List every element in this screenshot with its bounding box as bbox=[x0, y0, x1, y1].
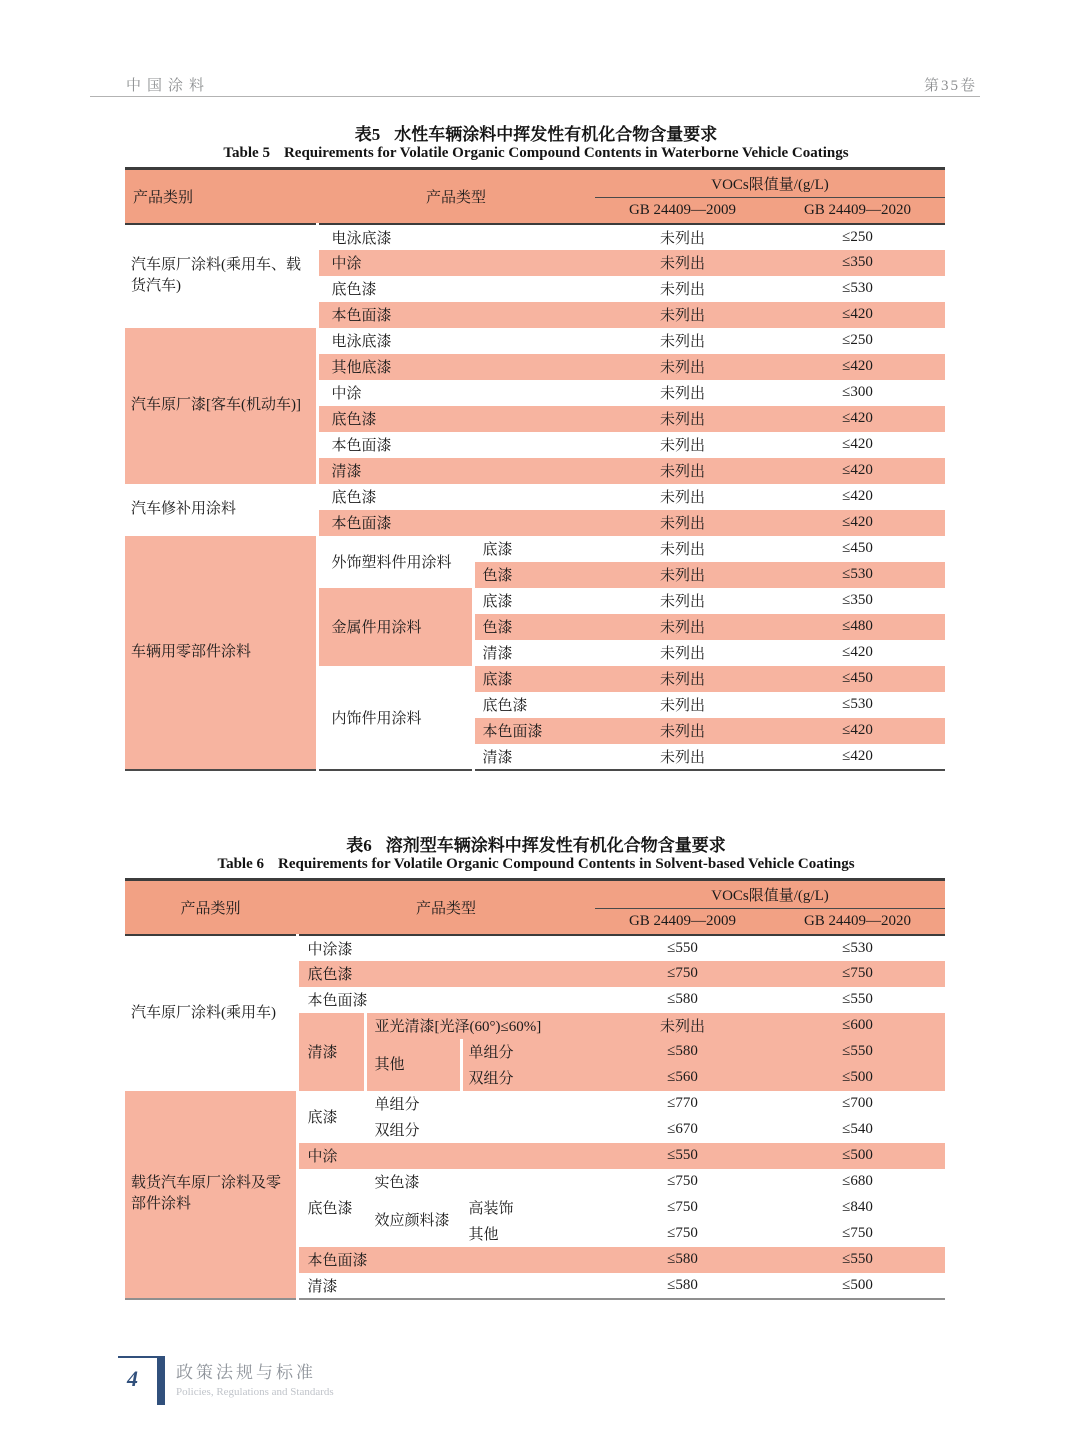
value-cell: ≤670 bbox=[595, 1117, 770, 1143]
subtype-cell: 其他 bbox=[365, 1039, 461, 1091]
value-cell: ≤350 bbox=[770, 250, 945, 276]
value-cell: ≤680 bbox=[770, 1169, 945, 1195]
value-cell: 未列出 bbox=[595, 406, 770, 432]
table-row bbox=[125, 484, 945, 510]
value-cell: ≤420 bbox=[770, 432, 945, 458]
category-cell: 汽车原厂漆[客车(机动车)] bbox=[125, 328, 317, 484]
value-cell: ≤750 bbox=[770, 961, 945, 987]
value-cell: ≤530 bbox=[770, 692, 945, 718]
t5-header-voc-limit: VOCs限值量/(g/L) bbox=[595, 169, 945, 198]
table6-title-en bbox=[0, 856, 1072, 873]
table5-title-zh bbox=[0, 120, 1072, 145]
value-cell: ≤580 bbox=[595, 1273, 770, 1299]
value-cell: 未列出 bbox=[595, 1013, 770, 1039]
value-cell: ≤550 bbox=[595, 935, 770, 961]
type-cell: 其他 bbox=[461, 1221, 595, 1247]
value-cell: ≤250 bbox=[770, 224, 945, 250]
value-cell: 未列出 bbox=[595, 692, 770, 718]
value-cell: ≤480 bbox=[770, 614, 945, 640]
value-cell: 未列出 bbox=[595, 536, 770, 562]
subtype-cell: 外饰塑料件用涂料 bbox=[317, 536, 473, 588]
value-cell: ≤550 bbox=[595, 1143, 770, 1169]
value-cell: ≤250 bbox=[770, 328, 945, 354]
value-cell: ≤750 bbox=[595, 1169, 770, 1195]
type-cell: 中涂漆 bbox=[297, 935, 595, 961]
journal-name: 中国涂料 bbox=[126, 78, 211, 94]
value-cell: 未列出 bbox=[595, 224, 770, 250]
type-cell: 底色漆 bbox=[317, 276, 595, 302]
value-cell: 未列出 bbox=[595, 640, 770, 666]
category-cell: 车辆用零部件涂料 bbox=[125, 536, 317, 770]
value-cell: ≤300 bbox=[770, 380, 945, 406]
table-row bbox=[125, 224, 945, 250]
value-cell: ≤750 bbox=[595, 1221, 770, 1247]
value-cell: 未列出 bbox=[595, 666, 770, 692]
value-cell: ≤840 bbox=[770, 1195, 945, 1221]
type-cell: 亚光清漆[光泽(60°)≤60%] bbox=[365, 1013, 595, 1039]
footer-page-number: 4 bbox=[127, 1366, 138, 1391]
subtype-cell: 金属件用涂料 bbox=[317, 588, 473, 666]
t6-header-voc-limit: VOCs限值量/(g/L) bbox=[595, 880, 945, 909]
value-cell: ≤500 bbox=[770, 1143, 945, 1169]
value-cell: ≤580 bbox=[595, 1039, 770, 1065]
value-cell: ≤540 bbox=[770, 1117, 945, 1143]
value-cell: 未列出 bbox=[595, 484, 770, 510]
type-cell: 色漆 bbox=[473, 562, 595, 588]
value-cell: ≤750 bbox=[595, 961, 770, 987]
value-cell: ≤580 bbox=[595, 1247, 770, 1273]
table-row bbox=[125, 935, 945, 961]
t6-header-category: 产品类别 bbox=[125, 880, 297, 935]
type-cell: 底色漆 bbox=[317, 406, 595, 432]
value-cell: ≤560 bbox=[595, 1065, 770, 1091]
value-cell: 未列出 bbox=[595, 250, 770, 276]
footer-section-title: 政策法规与标准 bbox=[176, 1363, 316, 1382]
value-cell: 未列出 bbox=[595, 614, 770, 640]
value-cell: 未列出 bbox=[595, 510, 770, 536]
value-cell: ≤550 bbox=[770, 1039, 945, 1065]
value-cell: ≤580 bbox=[595, 987, 770, 1013]
value-cell: 未列出 bbox=[595, 328, 770, 354]
type-cell: 本色面漆 bbox=[473, 718, 595, 744]
type-cell: 其他底漆 bbox=[317, 354, 595, 380]
type-cell: 清漆 bbox=[473, 640, 595, 666]
value-cell: ≤500 bbox=[770, 1065, 945, 1091]
type-cell: 电泳底漆 bbox=[317, 224, 595, 250]
value-cell: ≤420 bbox=[770, 458, 945, 484]
t5-header-gb2020: GB 24409—2020 bbox=[770, 198, 945, 224]
value-cell: ≤450 bbox=[770, 536, 945, 562]
value-cell: ≤750 bbox=[770, 1221, 945, 1247]
type-cell: 中涂 bbox=[317, 250, 595, 276]
table-row bbox=[125, 328, 945, 354]
t6-header-gb2009: GB 24409—2009 bbox=[595, 909, 770, 935]
t6-header-gb2020: GB 24409—2020 bbox=[770, 909, 945, 935]
type-cell: 中涂 bbox=[297, 1143, 595, 1169]
value-cell: ≤530 bbox=[770, 276, 945, 302]
table5-header bbox=[125, 169, 945, 224]
value-cell: 未列出 bbox=[595, 718, 770, 744]
value-cell: ≤770 bbox=[595, 1091, 770, 1117]
table-row bbox=[125, 536, 945, 562]
table5-title-en-text: Requirements for Volatile Organic Compound Contents in Waterborne Vehicle Coatings bbox=[283, 145, 849, 161]
value-cell: 未列出 bbox=[595, 432, 770, 458]
category-cell: 汽车原厂涂料(乘用车) bbox=[125, 935, 297, 1091]
table5-label-zh: 表5 bbox=[354, 125, 381, 144]
table6-header bbox=[125, 880, 945, 935]
value-cell: ≤550 bbox=[770, 1247, 945, 1273]
value-cell: ≤420 bbox=[770, 302, 945, 328]
table6-title-zh bbox=[0, 831, 1072, 856]
footer-section-subtitle: Policies, Regulations and Standards bbox=[176, 1386, 334, 1398]
volume-label: 第35卷 bbox=[923, 78, 977, 94]
value-cell: 未列出 bbox=[595, 354, 770, 380]
type-cell: 清漆 bbox=[317, 458, 595, 484]
type-cell: 实色漆 bbox=[365, 1169, 595, 1195]
type-cell: 底色漆 bbox=[317, 484, 595, 510]
value-cell: ≤420 bbox=[770, 406, 945, 432]
type-cell: 底漆 bbox=[473, 536, 595, 562]
table5-label-en: Table 5 bbox=[223, 145, 270, 161]
type-cell: 中涂 bbox=[317, 380, 595, 406]
t6-header-type: 产品类型 bbox=[297, 880, 595, 935]
subtype-cell: 内饰件用涂料 bbox=[317, 666, 473, 770]
value-cell: ≤500 bbox=[770, 1273, 945, 1299]
type-cell: 双组分 bbox=[365, 1117, 595, 1143]
subtype-cell: 效应颜料漆 bbox=[365, 1195, 461, 1247]
value-cell: ≤420 bbox=[770, 484, 945, 510]
type-cell: 底色漆 bbox=[473, 692, 595, 718]
t5-header-type: 产品类型 bbox=[317, 169, 595, 224]
t5-header-gb2009: GB 24409—2009 bbox=[595, 198, 770, 224]
category-cell: 汽车原厂涂料(乘用车、载货汽车) bbox=[125, 224, 317, 328]
type-cell: 清漆 bbox=[297, 1273, 595, 1299]
value-cell: ≤700 bbox=[770, 1091, 945, 1117]
type-cell: 单组分 bbox=[461, 1039, 595, 1065]
type-cell: 双组分 bbox=[461, 1065, 595, 1091]
type-cell: 清漆 bbox=[473, 744, 595, 770]
table5-body bbox=[125, 224, 945, 770]
value-cell: ≤420 bbox=[770, 510, 945, 536]
type-cell: 电泳底漆 bbox=[317, 328, 595, 354]
value-cell: ≤530 bbox=[770, 562, 945, 588]
table6-label-zh: 表6 bbox=[346, 836, 372, 855]
value-cell: ≤450 bbox=[770, 666, 945, 692]
value-cell: 未列出 bbox=[595, 588, 770, 614]
value-cell: ≤350 bbox=[770, 588, 945, 614]
type-cell: 色漆 bbox=[473, 614, 595, 640]
type-cell: 底色漆 bbox=[297, 961, 595, 987]
value-cell: 未列出 bbox=[595, 562, 770, 588]
t5-header-category: 产品类别 bbox=[125, 169, 317, 224]
footer-flag-bar bbox=[157, 1356, 165, 1405]
table6-body bbox=[125, 935, 945, 1299]
value-cell: ≤550 bbox=[770, 987, 945, 1013]
table-row bbox=[125, 169, 945, 198]
subtype-cell: 底色漆 bbox=[297, 1169, 365, 1247]
category-cell: 载货汽车原厂涂料及零部件涂料 bbox=[125, 1091, 297, 1299]
table6-title-zh-text: 溶剂型车辆涂料中挥发性有机化合物含量要求 bbox=[385, 836, 726, 855]
table6 bbox=[125, 878, 945, 1300]
value-cell: ≤420 bbox=[770, 718, 945, 744]
value-cell: ≤600 bbox=[770, 1013, 945, 1039]
value-cell: ≤420 bbox=[770, 744, 945, 770]
value-cell: ≤530 bbox=[770, 935, 945, 961]
type-cell: 高装饰 bbox=[461, 1195, 595, 1221]
table5-title-zh-text: 水性车辆涂料中挥发性有机化合物含量要求 bbox=[394, 125, 718, 144]
value-cell: 未列出 bbox=[595, 458, 770, 484]
header-rule bbox=[90, 96, 980, 97]
table5-title-en bbox=[0, 145, 1072, 162]
type-cell: 本色面漆 bbox=[297, 1247, 595, 1273]
value-cell: 未列出 bbox=[595, 380, 770, 406]
subtype-cell: 底漆 bbox=[297, 1091, 365, 1143]
type-cell: 底漆 bbox=[473, 666, 595, 692]
value-cell: 未列出 bbox=[595, 744, 770, 770]
type-cell: 本色面漆 bbox=[317, 432, 595, 458]
type-cell: 单组分 bbox=[365, 1091, 595, 1117]
table5 bbox=[125, 167, 945, 771]
table6-title-en-text: Requirements for Volatile Organic Compound Contents in Solvent-based Vehicle Coatings bbox=[277, 856, 855, 872]
value-cell: ≤420 bbox=[770, 640, 945, 666]
category-cell: 汽车修补用涂料 bbox=[125, 484, 317, 536]
value-cell: 未列出 bbox=[595, 276, 770, 302]
value-cell: 未列出 bbox=[595, 302, 770, 328]
type-cell: 本色面漆 bbox=[317, 510, 595, 536]
type-cell: 底漆 bbox=[473, 588, 595, 614]
value-cell: ≤750 bbox=[595, 1195, 770, 1221]
subtype-cell: 清漆 bbox=[297, 1013, 365, 1091]
type-cell: 本色面漆 bbox=[317, 302, 595, 328]
table6-label-en: Table 6 bbox=[217, 856, 264, 872]
table-row bbox=[125, 880, 945, 909]
type-cell: 本色面漆 bbox=[297, 987, 595, 1013]
table-row bbox=[125, 1091, 945, 1117]
value-cell: ≤420 bbox=[770, 354, 945, 380]
